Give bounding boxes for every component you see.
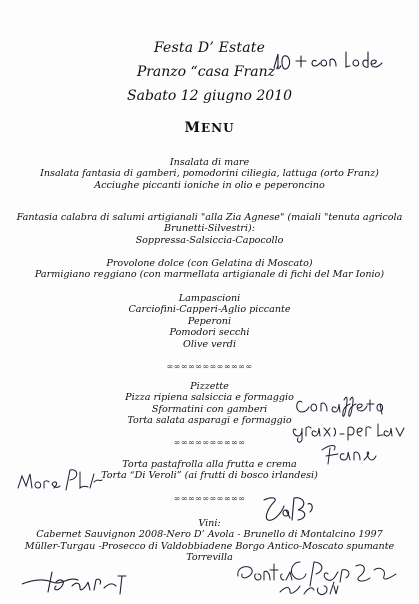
handwriting-annotation-strokes: [268, 48, 388, 74]
menu-line: Fantasia calabra di salumi artigianali "alla Zia Agnese" (maiali "tenuta agricola: [16, 212, 403, 223]
menu-line: Pizzette: [190, 381, 229, 392]
menu-heading: MENU: [184, 120, 235, 136]
event-subtitle: Pranzo “casa Franz”: [136, 64, 283, 80]
handwritten-thanks-note: [292, 390, 407, 466]
menu-line: Soppressa-Salsiccia-Capocollo: [135, 234, 284, 246]
event-title: Festa D’ Estate: [153, 40, 266, 56]
signature-strokes: [258, 488, 318, 528]
menu-line: Torrevilla: [186, 552, 233, 564]
menu-line: Cabernet Sauvignon 2008-Nero D’ Avola - Brunello di Montalcino 1997: [36, 529, 383, 541]
separator: ∞∞∞∞∞∞∞∞∞∞: [173, 494, 246, 503]
signature-bottom-left: [22, 568, 142, 598]
menu-line: Acciughe piccanti ioniche in olio e peperoncino: [94, 179, 325, 191]
handwritten-annotation: [268, 48, 388, 74]
menu-section-sottoli: [0, 293, 419, 350]
menu-line: Pizza ripiena salsiccia e formaggio: [125, 392, 294, 404]
menu-section-salumi: [0, 212, 419, 246]
menu-line: Müller-Turgau -Prosecco di Valdobbiadene Borgo Antico-Moscato spumante: [24, 540, 395, 552]
menu-line: Pomodori secchi: [169, 327, 250, 339]
separator: ∞∞∞∞∞∞∞∞∞∞: [173, 438, 246, 447]
handwriting-thanks-strokes: [292, 390, 407, 466]
menu-section-antipasti-mare: [0, 157, 419, 191]
menu-line: Provolone dolce (con Gelatina di Moscato): [106, 258, 313, 269]
menu-line: Lampascioni: [178, 293, 241, 304]
event-date: Sabato 12 giugno 2010: [127, 88, 292, 104]
menu-line: Torta pastafrolla alla frutta e crema: [122, 459, 297, 470]
menu-line: Olive verdi: [182, 338, 237, 350]
menu-line: Brunetti-Silvestri):: [164, 223, 255, 235]
signature-strokes: [14, 458, 104, 498]
menu-line: Torta salata asparagi e formaggio: [127, 415, 292, 427]
menu-line: Torta “Di Veroli” (ai frutti di bosco irlandesi): [101, 470, 318, 482]
separator: ∞∞∞∞∞∞∞∞∞∞∞∞: [166, 362, 253, 371]
menu-line: Parmigiano reggiano (con marmellata artigianale di fichi del Mar Ionio): [34, 269, 385, 281]
menu-line: Insalata di mare: [169, 157, 250, 168]
menu-line: Peperoni: [187, 315, 232, 327]
signature-strokes: [22, 568, 142, 598]
menu-line: Carciofini-Capperi-Aglio piccante: [128, 304, 291, 316]
signature-strokes: [230, 556, 410, 600]
menu-section-formaggi: [0, 258, 419, 281]
menu-line: Sformatini con gamberi: [151, 403, 268, 415]
menu-line: Vini:: [198, 518, 221, 529]
menu-line: Insalata fantasia di gamberi, pomodorini ciliegia, lattuga (orto Franz): [40, 168, 379, 180]
signature-bottom-right: [230, 556, 410, 600]
signature-middle: [258, 488, 318, 528]
signature-left: [14, 458, 104, 498]
